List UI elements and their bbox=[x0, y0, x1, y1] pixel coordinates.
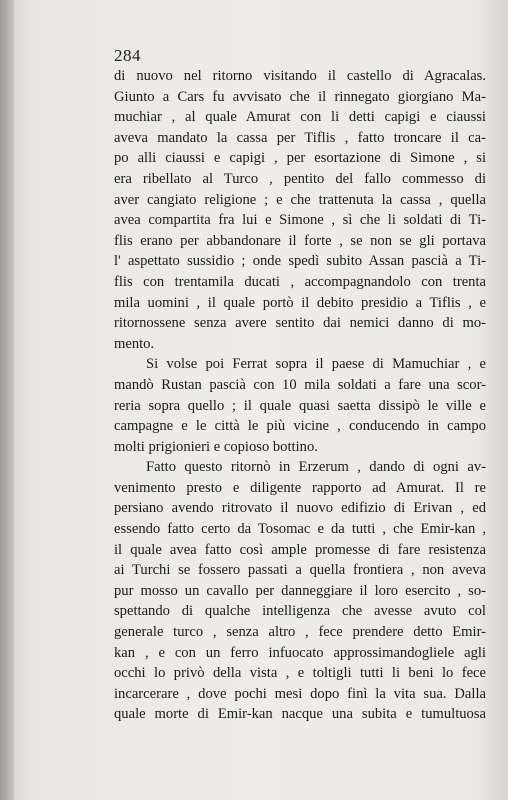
text-line: Si volse poi Ferrat sopra il paese di Mamuchiar , e bbox=[146, 356, 486, 373]
text-line: ritornossene senza avere sentito dai nemici danno di mo- bbox=[114, 315, 486, 332]
text-line: kan , e con un ferro infuocato approssimandogliele agli bbox=[114, 644, 486, 661]
text-line: mandò Rustan pascià con 10 mila soldati a fare una scor- bbox=[114, 376, 486, 393]
text-line: di nuovo nel ritorno visitando il castello di Agracalas. bbox=[114, 68, 486, 84]
text-line: muchiar , al quale Amurat con li detti capigi e ciaussi bbox=[114, 109, 486, 126]
text-line: Giunto a Cars fu avvisato che il rinnegato giorgiano Ma- bbox=[114, 88, 486, 105]
text-line: occhi lo privò della vista , e toltigli tutti li beni lo fece bbox=[114, 665, 486, 682]
page-gutter bbox=[0, 0, 14, 800]
text-line: incarcerare , dove pochi mesi dopo finì la vita sua. Dalla bbox=[114, 685, 486, 702]
text-line: reria sopra quello ; il quale quasi saetta dissipò le ville e bbox=[114, 397, 486, 414]
page-number: 284 bbox=[114, 46, 141, 65]
text-line: quale morte di Emir-kan nacque una subita e tumultuosa bbox=[114, 706, 486, 723]
text-line: pur mosso un cavallo per danneggiare il loro esercito , so- bbox=[114, 582, 486, 599]
text-line: Fatto questo ritornò in Erzerum , dando di ogni av- bbox=[146, 459, 486, 476]
text-line: molti prigionieri e copioso bottino. bbox=[114, 438, 318, 455]
text-line: avea compartita fra lui e Simone , sì che li soldati di Ti- bbox=[114, 212, 486, 229]
text-line: campagne e le città le più vicine , conducendo in campo bbox=[114, 418, 486, 435]
body-text bbox=[114, 66, 486, 725]
text-line: il quale avea fatto così ample promesse di fare resistenza bbox=[114, 541, 486, 558]
text-line: aveva mandato la cassa per Tiflis , fatto troncare il ca- bbox=[114, 129, 486, 146]
text-line: spettando di qualche intelligenza che avesse avuto col bbox=[114, 603, 486, 620]
text-line: l' aspettato sussidio ; onde spedì subito Assan pascià a Ti- bbox=[114, 253, 486, 270]
text-line: mila uomini , il quale portò il debito presidio a Tiflis , e bbox=[114, 294, 486, 311]
text-line: po alli ciaussi e capigi , per esortazione di Simone , si bbox=[114, 150, 486, 167]
text-line: ai Turchi se fossero passati a quella frontiera , non aveva bbox=[114, 562, 486, 579]
text-line: essendo fatto certo da Tosomac e da tutti , che Emir-kan , bbox=[114, 521, 486, 538]
text-line: flis erano per abbandonare il forte , se non se gli portava bbox=[114, 232, 486, 249]
text-line: aver cangiato religione ; e che trattenuta la cassa , quella bbox=[114, 191, 486, 208]
text-line: venimento presto e diligente rapporto ad Amurat. Il re bbox=[114, 479, 486, 496]
text-line: flis con trentamila ducati , accompagnandolo con trenta bbox=[114, 273, 486, 290]
text-line: persiano avendo ritrovato il nuovo edifizio di Erivan , ed bbox=[114, 500, 486, 517]
text-line: mento. bbox=[114, 335, 155, 352]
text-line: era ribellato al Turco , pentito del fallo commesso di bbox=[114, 170, 486, 187]
text-line: generale turco , senza altro , fece prendere detto Emir- bbox=[114, 624, 486, 641]
